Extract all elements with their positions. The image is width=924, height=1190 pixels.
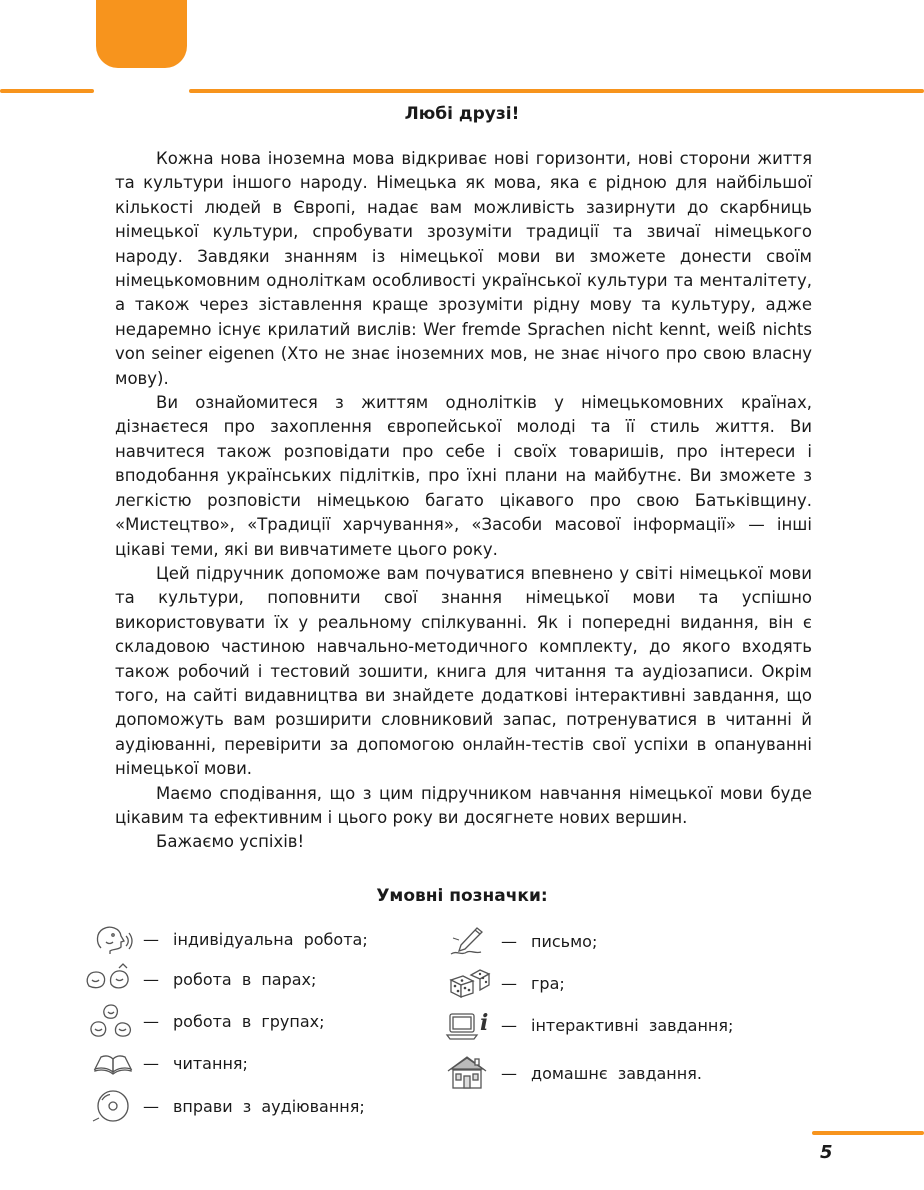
pair-heads-icon: [83, 962, 133, 996]
header-rule-left: [0, 89, 94, 93]
intro-text: [115, 147, 812, 855]
legend-label: інтерактивні завдання;: [531, 1015, 734, 1035]
legend-dash: —: [143, 929, 159, 949]
legend-dash: —: [143, 969, 159, 989]
compact-disc-icon: [89, 1088, 133, 1124]
paragraph: Маємо сподівання, що з цим підручником навчання німецької мови буде цікавим та ефективним і цього року ви досягнете нових вершин.: [115, 783, 812, 827]
legend-item-individual-work: [93, 922, 368, 956]
legend-item-listening: [89, 1088, 365, 1124]
house-icon: [445, 1054, 491, 1092]
paragraph: Ви ознайомитеся з життям однолітків у німецькомовних країнах, дізнаєтеся про захоплення європейської молоді та її стиль життя. Ви навчитеся також розповідати про себе і своїх товаришів, про інтереси і вподобання українських підлітків, про їхні плани на майбутнє. Ви зможете з легкістю розповісти німецькою багато цікавого про свою Батьківщину. «Мистецтво», «Традиції харчування», «Засоби масової інформації» — інші цікаві теми, які ви вивчатимете цього року.: [115, 393, 812, 559]
paragraph: Кожна нова іноземна мова відкриває нові горизонти, нові сторони життя та культури іншого народу. Німецька як мова, яка є рідною для найбільшої кількості людей в Європі, надає вам можливість зазирнути до скарбниць німецької культури, спробувати зрозуміти традиції та звичаї німецького народу. Завдяки знанням із німецької мови ви зможете донести своїм німецькомовним одноліткам особливості української культури та менталітету, а також через зіставлення краще зрозуміти рідну мову та культуру, адже недаремно існує крилатий вислів: Wer fremde Sprachen nicht kennt, weiß nichts von seiner eigenen (Хто не знає іноземних мов, не знає нічого про свою власну мову).: [115, 149, 812, 388]
open-book-icon: [93, 1046, 133, 1080]
legend-item-pair-work: [83, 962, 316, 996]
legend-item-interactive-tasks: [445, 1006, 733, 1044]
paragraph: Цей підручник допоможе вам почуватися впевнено у світі німецької мови та культури, поповнити свої знання німецької мови та успішно використовувати їх у реальному спілкуванні. Як і попередні видання, він є складовою частиною навчально-методичного комплекту, до якого входять також робочий і тестовий зошити, книга для читання та аудіозаписи. Окрім того, на сайті видавництва ви знайдете додаткові інтерактивні завдання, що допоможуть вам розширити словниковий запас, потренуватися в читанні й аудіюванні, перевірити за допомогою онлайн-тестів свої успіхи в опануванні німецької мови.: [115, 563, 812, 779]
legend-label: письмо;: [531, 931, 598, 951]
legend-label: індивідуальна робота;: [173, 929, 368, 949]
legend-dash: —: [143, 1011, 159, 1031]
header-rule-right: [189, 89, 924, 93]
laptop-info-icon: [445, 1006, 491, 1044]
legend-label: гра;: [531, 973, 565, 993]
legend-item-homework: [445, 1054, 702, 1092]
legend-dash: —: [143, 1096, 159, 1116]
legend-label: читання;: [173, 1053, 248, 1073]
svg-text:i: i: [480, 1010, 489, 1036]
legend-label: робота в групах;: [173, 1011, 325, 1031]
dice-icon: [447, 966, 491, 1000]
page-corner-tab: [96, 0, 187, 68]
legend-item-writing: [447, 924, 597, 958]
legend-dash: —: [501, 1063, 517, 1083]
legend-label: робота в парах;: [173, 969, 317, 989]
speaking-head-icon: [93, 922, 133, 956]
page-number: 5: [820, 1142, 833, 1163]
pen-writing-icon: [447, 924, 491, 958]
legend-dash: —: [501, 931, 517, 951]
legend-title: Умовні позначки:: [376, 886, 548, 906]
legend-dash: —: [143, 1053, 159, 1073]
legend-item-game: [447, 966, 565, 1000]
legend-item-group-work: [89, 1002, 324, 1040]
legend-item-reading: [93, 1046, 248, 1080]
paragraph: Бажаємо успіхів!: [156, 832, 305, 852]
legend-label: вправи з аудіювання;: [173, 1096, 365, 1116]
page-title: Любі друзі!: [404, 104, 520, 124]
legend-label: домашнє завдання.: [531, 1063, 702, 1083]
footer-rule: [812, 1131, 924, 1135]
legend-dash: —: [501, 973, 517, 993]
legend-dash: —: [501, 1015, 517, 1035]
group-heads-icon: [89, 1002, 133, 1040]
